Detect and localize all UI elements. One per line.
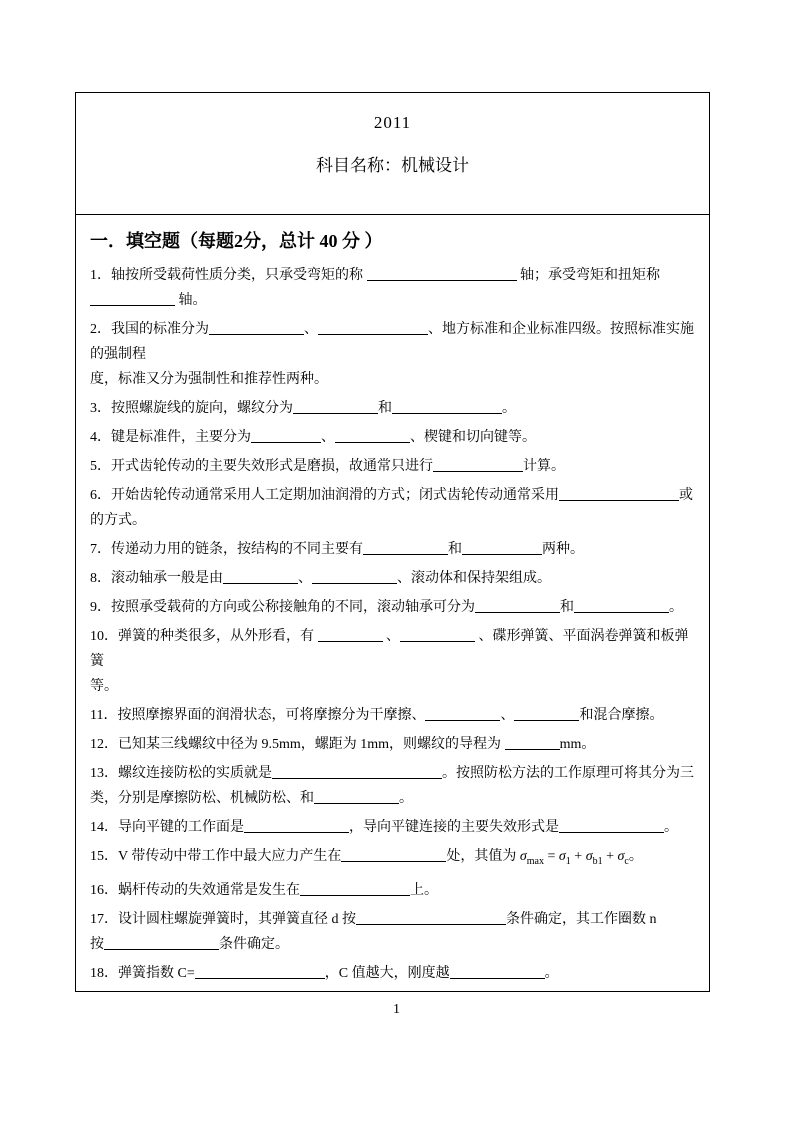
question-item: 5．开式齿轮传动的主要失效形式是磨损，故通常只进行 计算。 bbox=[90, 459, 565, 474]
answer-blank bbox=[300, 882, 410, 896]
question-item: 3．按照螺旋线的旋向，螺纹分为 和 。 bbox=[90, 401, 516, 416]
question-item: 2．我国的标准分为 、 、地方标准和企业标准四级。按照标准实施的强制程 度，标准又分为强制性和推荐性两种。 bbox=[90, 322, 694, 387]
question-list bbox=[90, 263, 695, 992]
answer-blank bbox=[335, 429, 410, 443]
question-item: 11．按照摩擦界面的润滑状态，可将摩擦分为干摩擦、 、 和混合摩擦。 bbox=[90, 708, 664, 723]
answer-blank bbox=[505, 736, 560, 750]
answer-blank bbox=[400, 628, 475, 642]
question-item: 18．弹簧指数 C= ，C 值越大，刚度越 。 bbox=[90, 965, 559, 981]
answer-blank bbox=[195, 965, 325, 979]
answer-blank bbox=[312, 570, 397, 584]
answer-blank bbox=[318, 321, 428, 335]
question-item: 9．按照承受载荷的方向或公称接触角的不同，滚动轴承可分为 和 。 bbox=[90, 600, 683, 615]
question-item: 7．传递动力用的链条，按结构的不同主要有 和 两种。 bbox=[90, 542, 584, 557]
answer-blank bbox=[356, 911, 506, 925]
answer-blank bbox=[450, 965, 545, 979]
answer-blank bbox=[251, 429, 321, 443]
question-item: 10．弹簧的种类很多，从外形看，有 、 、碟形弹簧、平面涡卷弹簧和板弹簧 等。 bbox=[90, 629, 689, 694]
answer-blank bbox=[318, 628, 383, 642]
answer-blank bbox=[425, 707, 500, 721]
answer-blank bbox=[433, 458, 523, 472]
answer-blank bbox=[574, 599, 669, 613]
question-item: 4．键是标准件，主要分为 、 、楔键和切向键等。 bbox=[90, 430, 536, 445]
question-item: 1．轴按所受载荷性质分类，只承受弯矩的称 轴；承受弯矩和扭矩称 轴。 bbox=[90, 268, 660, 308]
question-item: 12．已知某三线螺纹中径为 9.5mm，螺距为 1mm，则螺纹的导程为 mm。 bbox=[90, 737, 596, 752]
answer-blank bbox=[104, 936, 219, 950]
answer-blank bbox=[392, 400, 502, 414]
answer-blank bbox=[244, 819, 349, 833]
section-1-heading: 一．填空题（每题2分，总计 40 分 ） bbox=[90, 231, 383, 251]
answer-blank bbox=[363, 541, 448, 555]
answer-blank bbox=[272, 765, 442, 779]
question-item: 13．螺纹连接防松的实质就是 。按照防松方法的工作原理可将其分为三 类，分别是摩擦防松、机械防松、和 。 bbox=[90, 766, 694, 806]
answer-blank bbox=[341, 848, 446, 862]
question-item bbox=[90, 990, 695, 992]
exam-year: 2011 bbox=[373, 113, 412, 132]
answer-blank bbox=[209, 321, 304, 335]
answer-blank bbox=[514, 707, 579, 721]
answer-blank bbox=[293, 400, 378, 414]
answer-blank bbox=[475, 599, 560, 613]
answer-blank bbox=[559, 819, 664, 833]
title-block bbox=[75, 92, 710, 215]
page-number: 1 bbox=[393, 1002, 400, 1017]
answer-blank bbox=[462, 541, 542, 555]
question-item: 8．滚动轴承一般是由 、 、滚动体和保持架组成。 bbox=[90, 571, 551, 586]
document-frame bbox=[75, 92, 710, 992]
question-item: 14．导向平键的工作面是 ，导向平键连接的主要失效形式是 。 bbox=[90, 820, 678, 835]
answer-blank bbox=[90, 292, 175, 306]
answer-blank bbox=[223, 570, 298, 584]
question-item: 15．V 带传动中带工作中最大应力产生在 处，其值为 $\sigma_{max} = \sigma_1 + \sigma_{b1} + \sigma_c$。 bbox=[90, 849, 643, 867]
answer-blank bbox=[314, 790, 399, 804]
answer-blank bbox=[367, 267, 517, 281]
subject-title: 科目名称：机械设计 bbox=[316, 156, 469, 175]
question-item: 6．开始齿轮传动通常采用人工定期加油润滑的方式；闭式齿轮传动通常采用 或 的方式。 bbox=[90, 488, 693, 528]
question-item: 17．设计圆柱螺旋弹簧时，其弹簧直径 d 按 条件确定，其工作圈数 n 按 条件确定。 bbox=[90, 911, 657, 952]
answer-blank bbox=[559, 487, 679, 501]
question-item: 16．蜗杆传动的失效通常是发生在 上。 bbox=[90, 882, 438, 898]
question-area bbox=[75, 215, 710, 992]
